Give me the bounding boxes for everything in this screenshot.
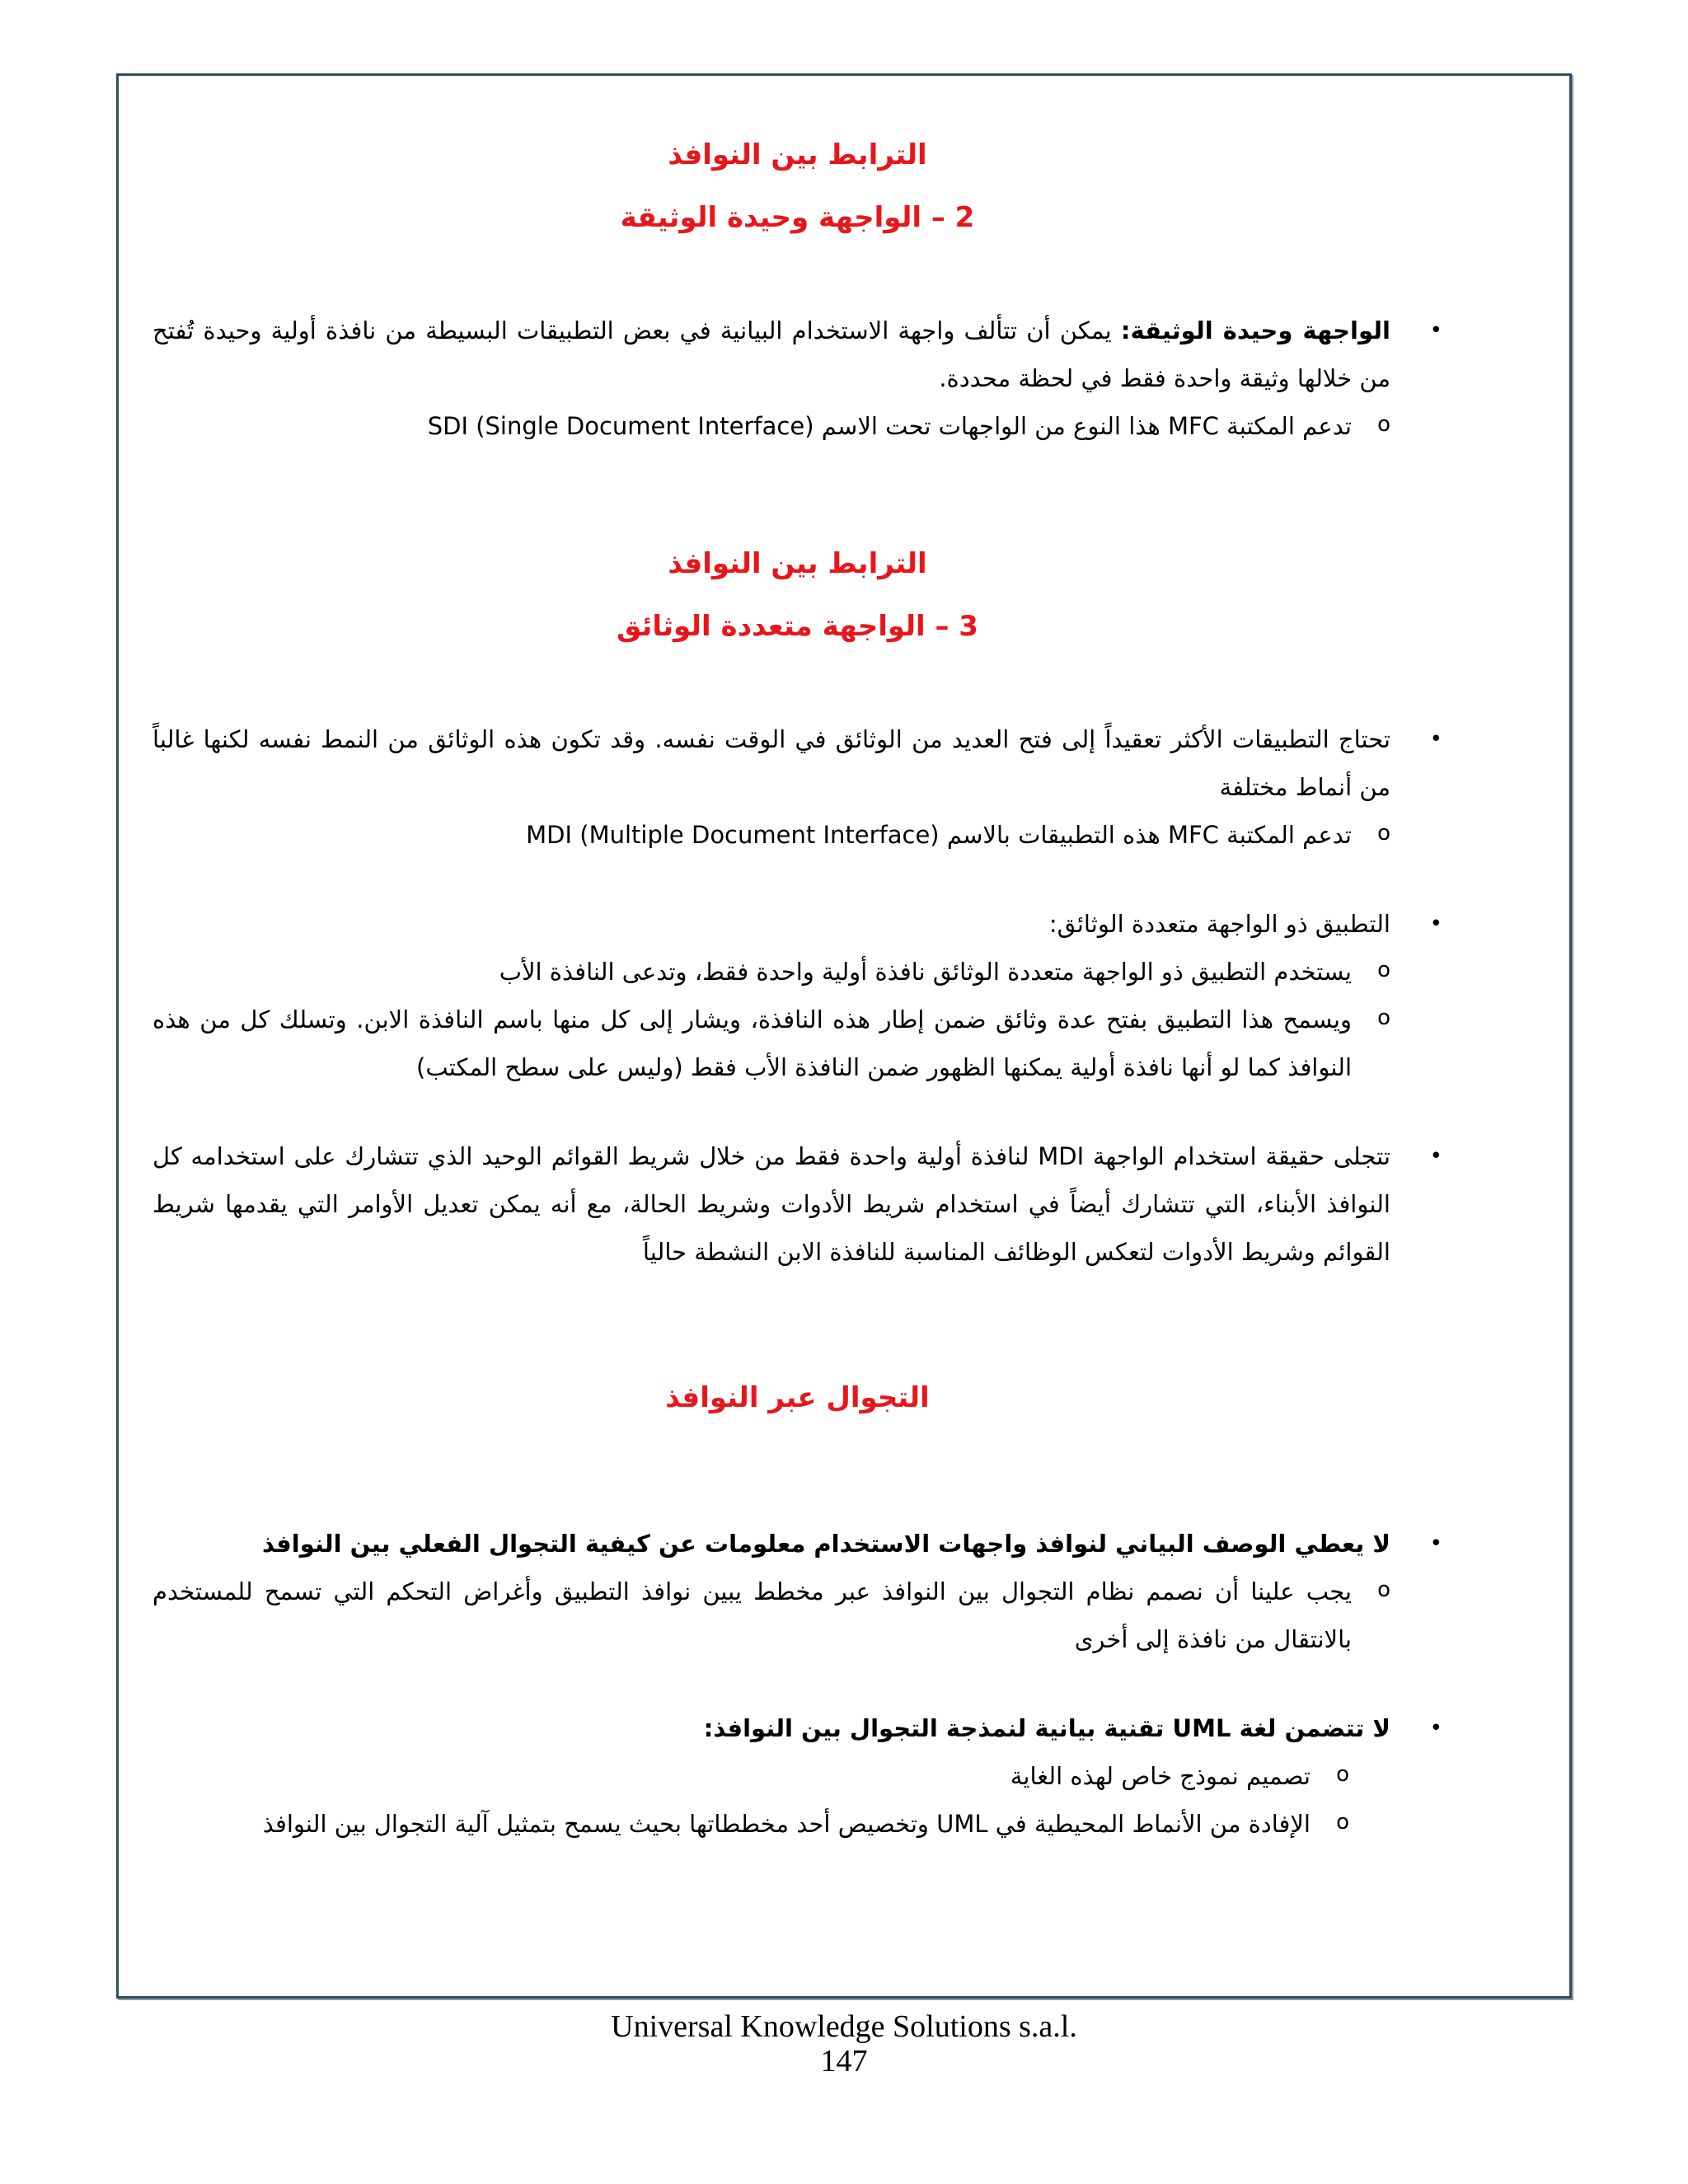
sub-bullet-marker: o bbox=[1336, 1810, 1349, 1835]
section-subheading: 3 – الواجهة متعددة الوثائق bbox=[617, 610, 978, 643]
section-heading: الترابط بين النوافذ bbox=[668, 138, 927, 171]
section-subheading: 2 – الواجهة وحيدة الوثيقة bbox=[620, 201, 975, 234]
sub-bullet-marker: o bbox=[1377, 1005, 1390, 1030]
bullet-item bbox=[152, 715, 1442, 811]
sub-bullet-item bbox=[152, 948, 1442, 996]
sub-bullet-text: ويسمح هذا التطبيق بفتح عدة وثائق ضمن إطار هذه النافذة، ويشار إلى كل منها باسم النافذة الابن. وتسلك كل من هذه النوافذ كما لو أنها نافذة أولية يمكنها الظهور ضمن النافذة الأب فقط (وليس على سطح المكتب) bbox=[152, 1005, 1352, 1081]
sub-bullet-text: يستخدم التطبيق ذو الواجهة متعددة الوثائق نافذة أولية واحدة فقط، وتدعى النافذة الأب bbox=[499, 958, 1352, 986]
bullet-marker: • bbox=[1429, 727, 1442, 752]
sub-bullet-text: تدعم المكتبة MFC هذه التطبيقات بالاسم MDI (Multiple Document Interface) bbox=[526, 821, 1352, 849]
bullet-text: تحتاج التطبيقات الأكثر تعقيداً إلى فتح العديد من الوثائق في الوقت نفسه. وقد تكون هذه الوثائق من النمط نفسه لكنها غالباً من أنماط مختلفة bbox=[152, 725, 1390, 801]
sub-bullet-marker: o bbox=[1377, 412, 1390, 437]
sub-bullet-item bbox=[152, 1752, 1442, 1800]
sub-bullet-marker: o bbox=[1377, 1577, 1390, 1602]
sub-bullet-marker: o bbox=[1336, 1762, 1349, 1787]
section-heading: الترابط بين النوافذ bbox=[668, 547, 927, 580]
bullet-marker: • bbox=[1429, 1144, 1442, 1169]
sub-bullet-item bbox=[152, 996, 1442, 1091]
bullet-item bbox=[152, 1520, 1442, 1568]
sub-bullet-marker: o bbox=[1377, 958, 1390, 982]
bullet-marker: • bbox=[1429, 912, 1442, 936]
section-heading: التجوال عبر النوافذ bbox=[665, 1381, 930, 1414]
bullet-marker: • bbox=[1429, 1531, 1442, 1556]
sub-bullet-text: يجب علينا أن نصمم نظام التجوال بين النوافذ عبر مخطط يبين نوافذ التطبيق وأغراض التحكم التي تسمح للمستخدم بالانتقال من نافذة إلى أخرى bbox=[152, 1577, 1352, 1653]
bullet-bold-text: لا يعطي الوصف البياني لنوافذ واجهات الاستخدام معلومات عن كيفية التجوال الفعلي بين النوافذ bbox=[262, 1530, 1390, 1558]
bullet-bold-text: لا تتضمن لغة UML تقنية بيانية لنمذجة التجوال بين النوافذ: bbox=[703, 1714, 1390, 1742]
sub-bullet-text: تصميم نموذج خاص لهذه الغاية bbox=[1010, 1762, 1311, 1790]
bullet-bold-lead: الواجهة وحيدة الوثيقة: bbox=[1120, 316, 1390, 344]
bullet-item bbox=[152, 1704, 1442, 1752]
sub-bullet-text: تدعم المكتبة MFC هذا النوع من الواجهات تحت الاسم SDI (Single Document Interface) bbox=[427, 412, 1352, 440]
sub-bullet-item bbox=[152, 1568, 1442, 1663]
bullet-text: التطبيق ذو الواجهة متعددة الوثائق: bbox=[1048, 910, 1390, 938]
footer-company: Universal Knowledge Solutions s.a.l. bbox=[611, 2009, 1077, 2044]
sub-bullet-marker: o bbox=[1377, 821, 1390, 846]
sub-bullet-text: الإفادة من الأنماط المحيطية في UML وتخصيص أحد مخططاتها بحيث يسمح بتمثيل آلية التجوال بين النوافذ bbox=[262, 1810, 1311, 1838]
bullet-text: يمكن أن تتألف واجهة الاستخدام البيانية في بعض التطبيقات البسيطة من نافذة أولية وحيدة تُفتح من خلالها وثيقة واحدة فقط في لحظة محددة. bbox=[152, 316, 1390, 392]
bullet-marker: • bbox=[1429, 318, 1442, 343]
bullet-marker: • bbox=[1429, 1716, 1442, 1741]
sub-bullet-item bbox=[152, 1800, 1442, 1848]
bullet-item bbox=[152, 900, 1442, 948]
footer-page-number: 147 bbox=[820, 2044, 868, 2079]
bullet-item bbox=[152, 1132, 1442, 1276]
sub-bullet-item bbox=[152, 811, 1442, 859]
page-content bbox=[152, 124, 1442, 1848]
sub-bullet-item bbox=[152, 402, 1442, 450]
bullet-item bbox=[152, 307, 1442, 402]
bullet-text: تتجلى حقيقة استخدام الواجهة MDI لنافذة أولية واحدة فقط من خلال شريط القوائم الوحيد الذي تتشارك على استخدامه كل النوافذ الأبناء، التي تتشارك أيضاً في استخدام شريط الأدوات وشريط الحالة، مع أنه يمكن تعديل الأوامر التي يقدمها شريط القوائم وشريط الأدوات لتعكس الوظائف المناسبة للنافذة الابن النشطة حالياً bbox=[152, 1142, 1390, 1266]
